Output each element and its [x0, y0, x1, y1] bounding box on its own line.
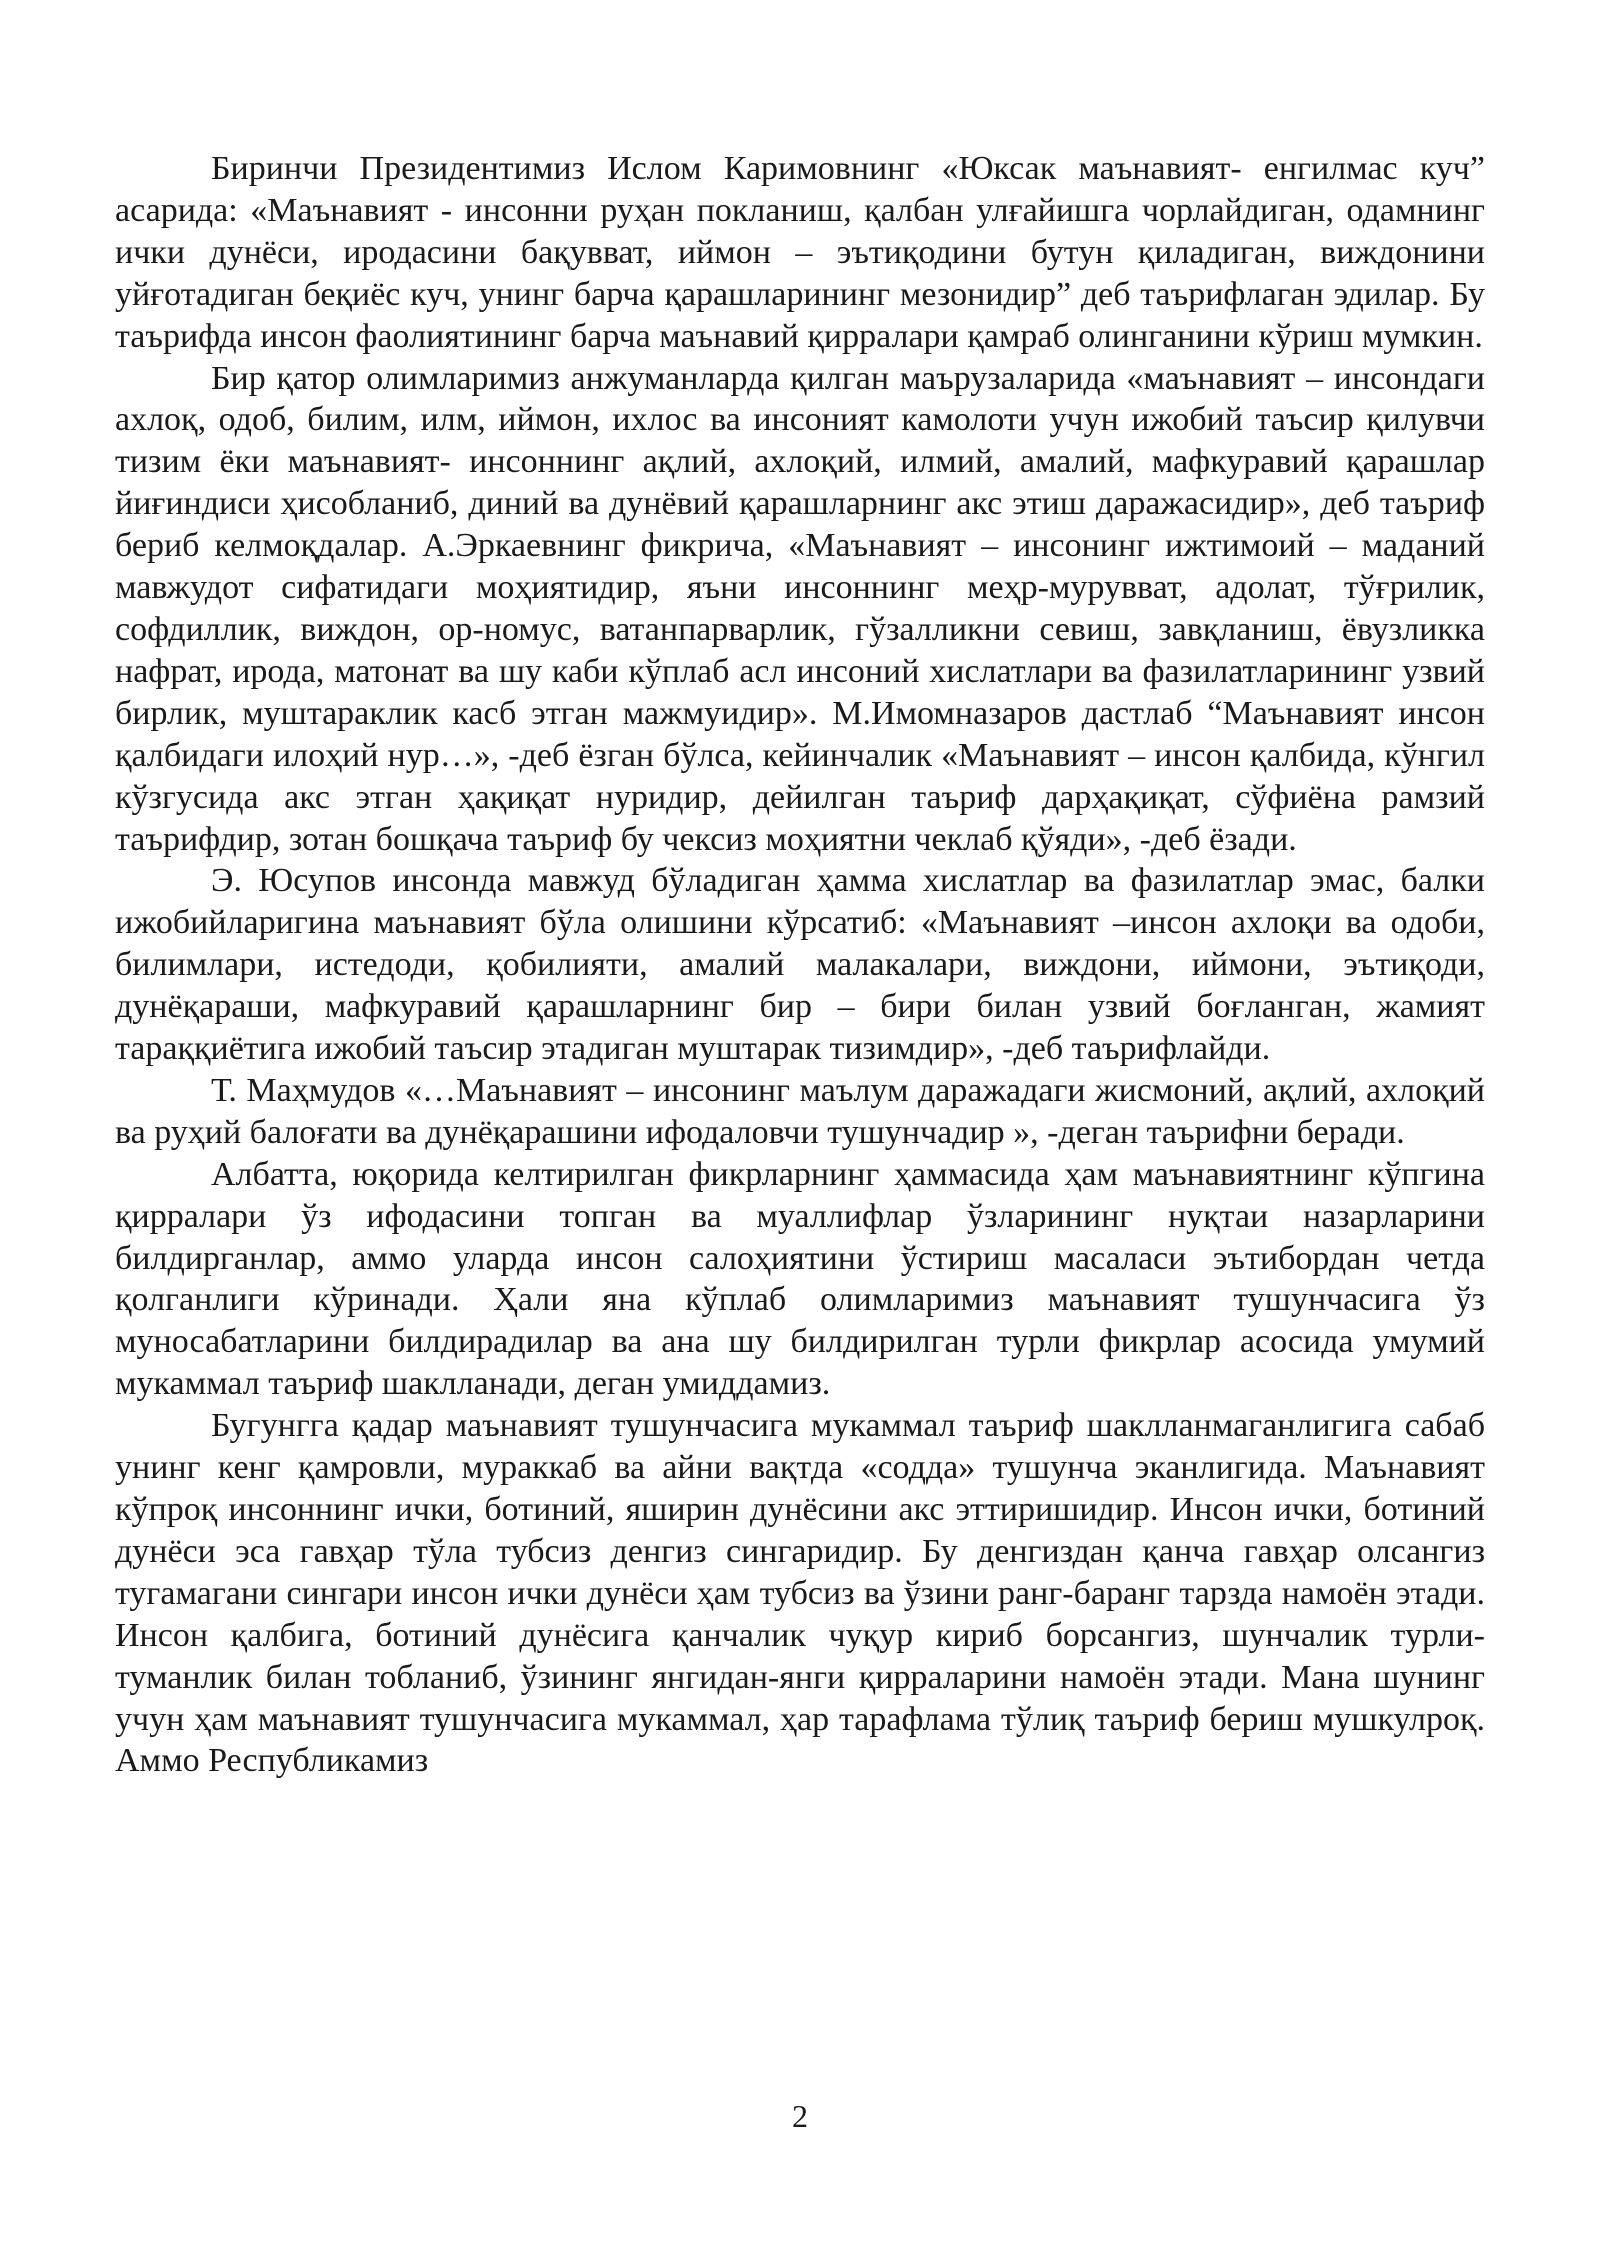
paragraph-3: Э. Юсупов инсонда мавжуд бўладиган ҳамма хислатлар ва фазилатлар эмас, балки ижобийларигина маънавият бўла олишини кўрсатиб: «Маънавият –инсон ахлоқи ва одоби, билимлари, истедоди, қобилияти, амалий малакалари, виждони, иймони, эътиқоди, дунёқараши, мафкуравий қарашларнинг бир – бири билан узвий боғланган, жамият тараққиётига ижобий таъсир этадиган муштарак тизимдир», -деб таърифлайди.: [115, 862, 1485, 1068]
page-number: 2: [792, 2098, 808, 2134]
paragraph-4: Т. Маҳмудов «…Маънавият – инсонинг маълум даражадаги жисмоний, ақлий, ахлоқий ва руҳий балоғати ва дунёқарашини ифодаловчи тушунчадир », -деган таърифни беради.: [115, 1071, 1485, 1151]
paragraph-6: Бугунгга қадар маънавият тушунчасига мукаммал таъриф шаклланмаганлигига сабаб унинг кенг қамровли, мураккаб ва айни вақтда «содда» тушунча эканлигида. Маънавият кўпроқ инсоннинг ички, ботиний, яширин дунёсини акс эттиришидир. Инсон ички, ботиний дунёси эса гавҳар тўла тубсиз денгиз сингаридир. Бу денгиздан қанча гавҳар олсангиз тугамагани сингари инсон ички дунёси ҳам тубсиз ва ўзини ранг-баранг тарзда намоён этади. Инсон қалбига, ботиний дунёсига қанчалик чуқур кириб борсангиз, шунчалик турли-туманлик билан тобланиб, ўзининг янгидан-янги қирраларини намоён этади. Мана шунинг учун ҳам маънавият тушунчасига мукаммал, ҳар тарафлама тўлиқ таъриф бериш мушкулроқ. Аммо Республикамиз: [115, 1407, 1485, 1780]
paragraph-2: Бир қатор олимларимиз анжуманларда қилган маърузаларида «маънавият – инсондаги ахлоқ, одоб, билим, илм, иймон, ихлос ва инсоният камолоти учун ижобий таъсир қилувчи тизим ёки маънавият- инсоннинг ақлий, ахлоқий, илмий, амалий, мафкуравий қарашлар йиғиндиси ҳисобланиб, диний ва дунёвий қарашларнинг акс этиш даражасидир», деб таъриф бериб келмоқдалар. А.Эркаевнинг фикрича, «Маънавият – инсонинг ижтимоий – маданий мавжудот сифатидаги моҳиятидир, яъни инсоннинг меҳр-мурувват, адолат, тўғрилик, софдиллик, виждон, ор-номус, ватанпарварлик, гўзалликни севиш, завқланиш, ёвузликка нафрат, ирода, матонат ва шу каби кўплаб асл инсоний хислатлари ва фазилатларининг узвий бирлик, муштараклик касб этган мажмуидир». М.Имомназаров дастлаб “Маънавият инсон қалбидаги илоҳий нур…», -деб ёзган бўлса, кейинчалик «Маънавият – инсон қалбида, кўнгил кўзгусида акс этган ҳақиқат нуридир, дейилган таъриф дарҳақиқат, сўфиёна рамзий таърифдир, зотан бошқача таъриф бу чексиз моҳиятни чеклаб қўяди», -деб ёзади.: [115, 359, 1485, 858]
paragraph-1: Биринчи Президентимиз Ислом Каримовнинг «Юксак маънавият- енгилмас куч” асарида: «Маънавият - инсонни руҳан покланиш, қалбан улғайишга чорлайдиган, одамнинг ички дунёси, иродасини бақувват, иймон – эътиқодини бутун қиладиган, виждонини уйғотадиган беқиёс куч, унинг барча қарашларининг мезонидир” деб таърифлаган эдилар. Бу таърифда инсон фаолиятининг барча маънавий қирралари қамраб олинганини кўриш мумкин.: [115, 150, 1485, 355]
document-page: [115, 148, 1485, 1782]
paragraph-5: Албатта, юқорида келтирилган фикрларнинг ҳаммасида ҳам маънавиятнинг кўпгина қирралари ўз ифодасини топган ва муаллифлар ўзларининг нуқтаи назарларини билдирганлар, аммо уларда инсон салоҳиятини ўстириш масаласи эътибордан четда қолганлиги кўринади. Ҳали яна кўплаб олимларимиз маънавият тушунчасига ўз муносабатларини билдирадилар ва ана шу билдирилган турли фикрлар асосида умумий мукаммал таъриф шаклланади, деган умиддамиз.: [115, 1155, 1485, 1403]
